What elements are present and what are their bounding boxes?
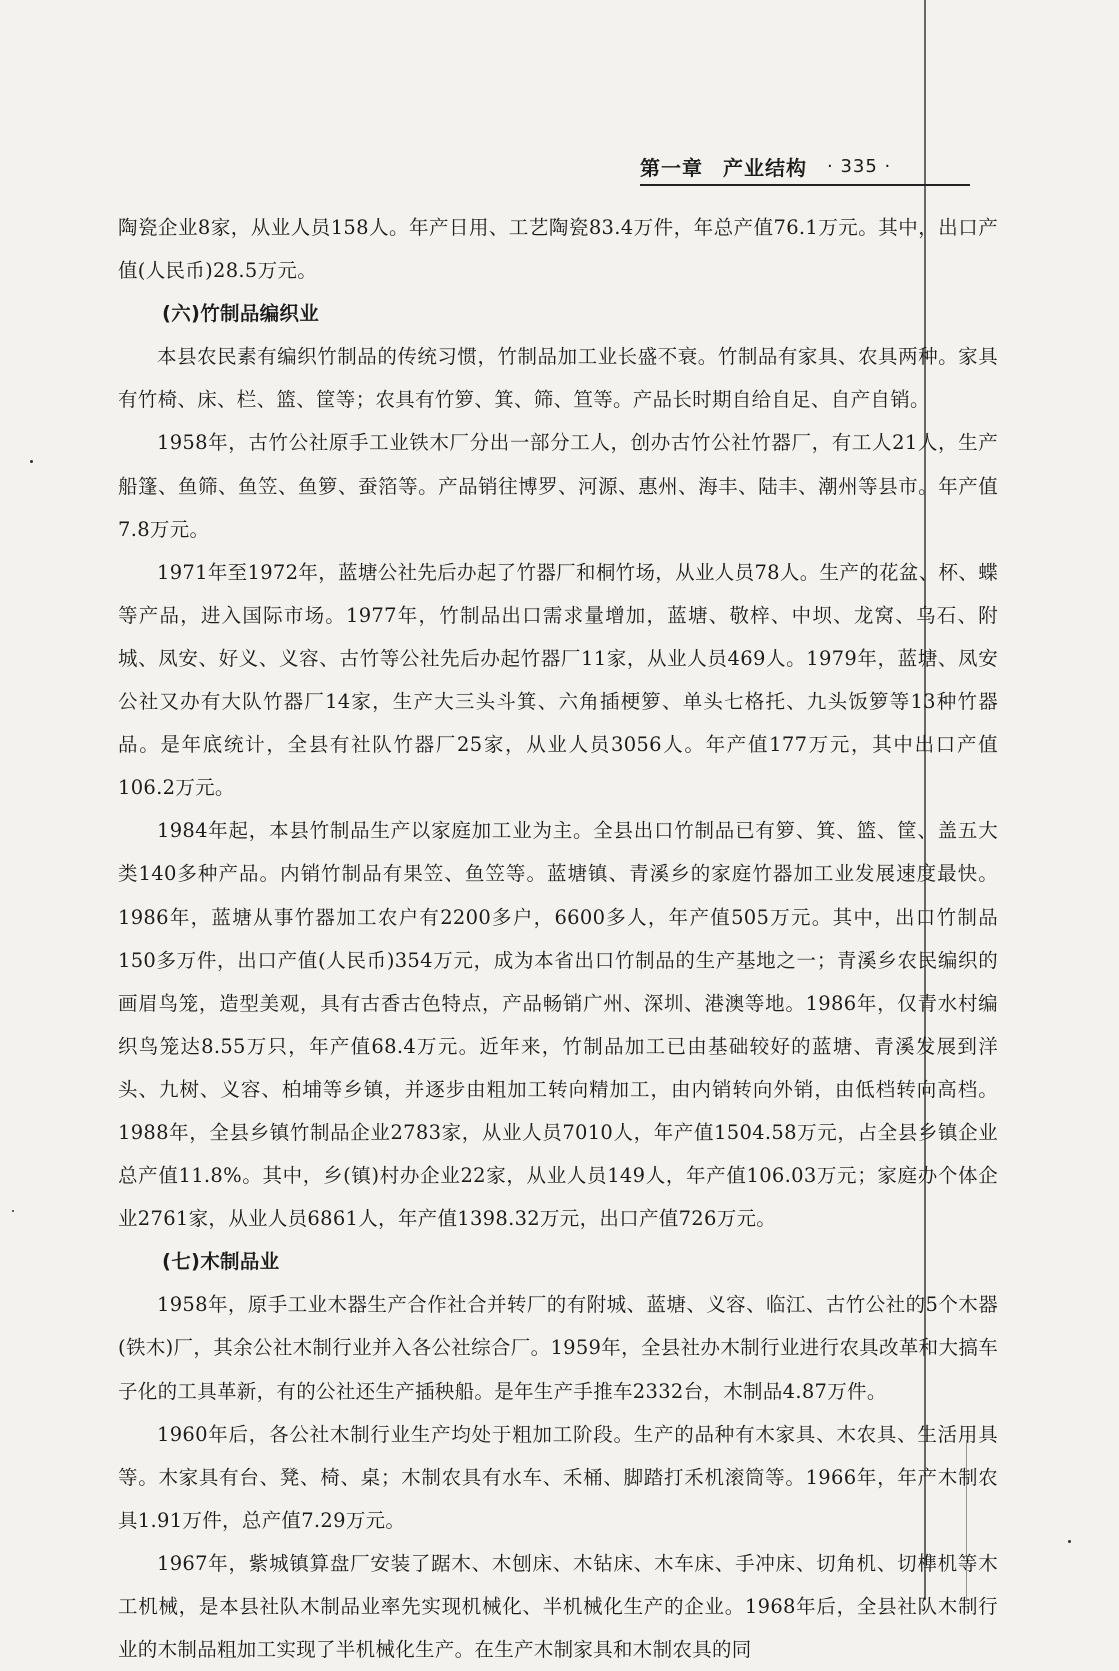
scan-speck xyxy=(12,1210,14,1212)
page-number: · 335 · xyxy=(827,155,892,177)
paragraph: 本县农民素有编织竹制品的传统习惯，竹制品加工业长盛不衰。竹制品有家具、农具两种。家具有竹椅、床、栏、篮、筐等；农具有竹箩、箕、筛、笪等。产品长时期自给自足、自产自销。 xyxy=(118,345,998,412)
running-header xyxy=(640,148,970,186)
paragraph: 1971年至1972年，蓝塘公社先后办起了竹器厂和桐竹场，从业人员78人。生产的花盆、杯、蝶等产品，进入国际市场。1977年，竹制品出口需求量增加，蓝塘、敬梓、中坝、龙窝、乌石、附城、凤安、好义、义容、古竹等公社先后办起竹器厂11家，从业人员469人。1979年，蓝塘、凤安公社又办有大队竹器厂14家，生产大三头斗箕、六角插梗箩、单头七格托、九头饭箩等13种竹器品。是年底统计，全县有社队竹器厂25家，从业人员3056人。年产值177万元，其中出口产值106.2万元。 xyxy=(118,560,998,800)
section-heading: (七)木制品业 xyxy=(162,1250,280,1274)
paragraph: 1958年，古竹公社原手工业铁木厂分出一部分工人，创办古竹公社竹器厂，有工人21人，生产船篷、鱼筛、鱼笠、鱼箩、蚕箔等。产品销往博罗、河源、惠州、海丰、陆丰、潮州等县市。年产值7.8万元。 xyxy=(118,431,998,541)
section-heading: (六)竹制品编织业 xyxy=(162,302,320,326)
chapter-number: 第一章 xyxy=(640,155,703,180)
scan-speck xyxy=(30,460,33,463)
paragraph: 陶瓷企业8家，从业人员158人。年产日用、工艺陶瓷83.4万件，年总产值76.1万元。其中，出口产值(人民币)28.5万元。 xyxy=(118,216,998,283)
body-text xyxy=(118,206,998,1671)
scan-speck xyxy=(1068,1540,1071,1543)
paragraph: 1967年，紫城镇算盘厂安装了踞木、木刨床、木钻床、木车床、手冲床、切角机、切榫机等木工机械，是本县社队木制品业率先实现机械化、半机械化生产的企业。1968年后，全县社队木制行业的木制品粗加工实现了半机械化生产。在生产木制家具和木制农具的同 xyxy=(118,1551,998,1662)
paragraph: 1960年后，各公社木制行业生产均处于粗加工阶段。生产的品种有木家具、木农具、生活用具等。木家具有台、凳、椅、桌；木制农具有水车、禾桶、脚踏打禾机滚筒等。1966年，年产木制农具1.91万件，总产值7.29万元。 xyxy=(118,1422,998,1532)
chapter-title: 产业结构 xyxy=(723,155,807,180)
paragraph: 1984年起，本县竹制品生产以家庭加工业为主。全县出口竹制品已有箩、箕、篮、筐、盖五大类140多种产品。内销竹制品有果笠、鱼笠等。蓝塘镇、青溪乡的家庭竹器加工业发展速度最快。1986年，蓝塘从事竹器加工农户有2200多户，6600多人，年产值505万元。其中，出口竹制品150多万件，出口产值(人民币)354万元，成为本省出口竹制品的生产基地之一；青溪乡农民编织的画眉鸟笼，造型美观，具有古香古色特点，产品畅销广州、深圳、港澳等地。1986年，仅青水村编织鸟笼达8.55万只，年产值68.4万元。近年来，竹制品加工已由基础较好的蓝塘、青溪发展到洋头、九树、义容、柏埔等乡镇，并逐步由粗加工转向精加工，由内销转向外销，由低档转向高档。1988年，全县乡镇竹制品企业2783家，从业人员7010人，年产值1504.58万元，占全县乡镇企业总产值11.8%。其中，乡(镇)村办企业22家，从业人员149人，年产值106.03万元；家庭办个体企业2761家，从业人员6861人，年产值1398.32万元，出口产值726万元。 xyxy=(118,819,998,1231)
paragraph: 1958年，原手工业木器生产合作社合并转厂的有附城、蓝塘、义容、临江、古竹公社的5个木器(铁木)厂，其余公社木制行业并入各公社综合厂。1959年，全县社办木制行业进行农具改革和大搞车子化的工具革新，有的公社还生产插秧船。是年生产手推车2332台，木制品4.87万件。 xyxy=(118,1293,998,1403)
